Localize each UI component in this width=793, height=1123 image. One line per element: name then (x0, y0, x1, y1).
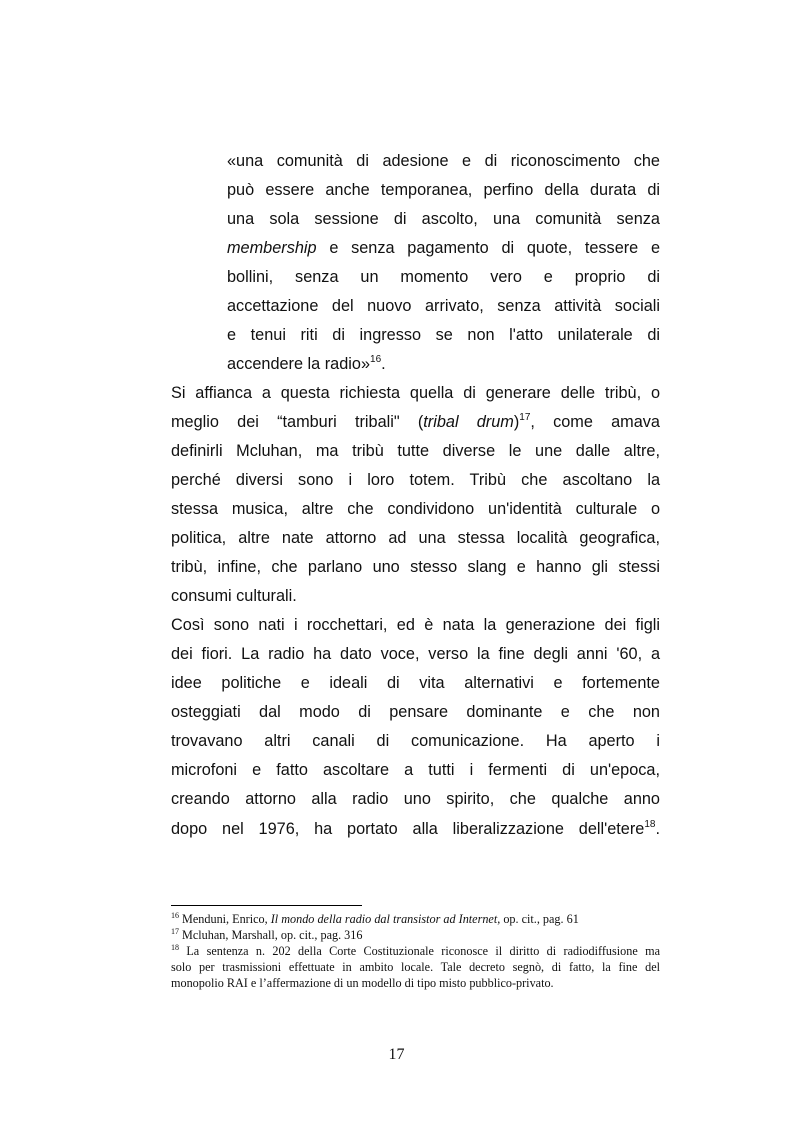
footnote-17: $^{17}$ Mcluhan, Marshall, op. cit., pag. 316 (171, 927, 363, 942)
italic-term: membership (227, 239, 317, 257)
body-line: Si affianca a questa richiesta quella di generare delle tribù, o (171, 384, 660, 402)
quote-line: una sola sessione di ascolto, una comunità senza (227, 210, 660, 228)
body-line: politica, altre nate attorno ad una stessa località geografica, (171, 529, 660, 547)
footnote-ref[interactable]: 17 (519, 412, 531, 423)
quote-line: accettazione del nuovo arrivato, senza attività sociali (227, 297, 660, 315)
footnote-16: $^{16}$ Menduni, Enrico, Il mondo della radio dal transistor ad Internet, op. cit., pag. 61 (171, 911, 579, 926)
quote-line: accendere la radio»$^{16}$. (227, 354, 386, 373)
body-line: definirli Mcluhan, ma tribù tutte diverse le une dalle altre, (171, 442, 660, 460)
footnote-ref[interactable]: 18 (644, 819, 656, 830)
body-line: tribù, infine, che parlano uno stesso slang e hanno gli stessi (171, 558, 660, 576)
quote-line: membership e senza pagamento di quote, tessere e (227, 239, 661, 257)
page-number: 17 (388, 1046, 405, 1063)
body-line: idee politiche e ideali di vita alternativi e fortemente (171, 674, 660, 692)
body-line: trovavano altri canali di comunicazione. Ha aperto i (171, 732, 660, 750)
body-line: dopo nel 1976, ha portato alla liberalizzazione dell'etere$^{18}$. (171, 819, 660, 838)
footnote-separator (171, 905, 362, 906)
footnote-ref[interactable]: 16 (370, 354, 382, 365)
body-line: meglio dei “tamburi tribali" (tribal drum)$^{17}$, come amava (171, 412, 660, 431)
quote-line: può essere anche temporanea, perfino della durata di (227, 181, 660, 199)
body-line: consumi culturali. (171, 587, 297, 605)
body-line: perché diversi sono i loro totem. Tribù che ascoltano la (171, 471, 660, 489)
italic-term: tribal drum (423, 413, 514, 431)
body-line: creando attorno alla radio uno spirito, che qualche anno (171, 790, 660, 808)
body-line: Così sono nati i rocchettari, ed è nata la generazione dei figli (171, 616, 660, 634)
footnote-18-cont: monopolio RAI e l’affermazione di un modello di tipo misto pubblico-privato. (171, 976, 554, 990)
body-line: stessa musica, altre che condividono un'identità culturale o (171, 500, 660, 518)
footnote-18-cont: solo per trasmissioni effettuate in ambito locale. Tale decreto segnò, di fatto, la fine del (171, 960, 660, 974)
body-line: dei fiori. La radio ha dato voce, verso la fine degli anni '60, a (171, 645, 660, 663)
body-line: osteggiati dal modo di pensare dominante e che non (171, 703, 660, 721)
quote-line: «una comunità di adesione e di riconoscimento che (227, 152, 660, 170)
quote-line: bollini, senza un momento vero e proprio di (227, 268, 660, 286)
footnote-18: $^{18}$ La sentenza n. 202 della Corte Costituzionale riconosce il diritto di radiodiffusione ma (171, 943, 660, 958)
quote-line: e tenui riti di ingresso se non l'atto unilaterale di (227, 326, 660, 344)
body-line: microfoni e fatto ascoltare a tutti i fermenti di un'epoca, (171, 761, 660, 779)
